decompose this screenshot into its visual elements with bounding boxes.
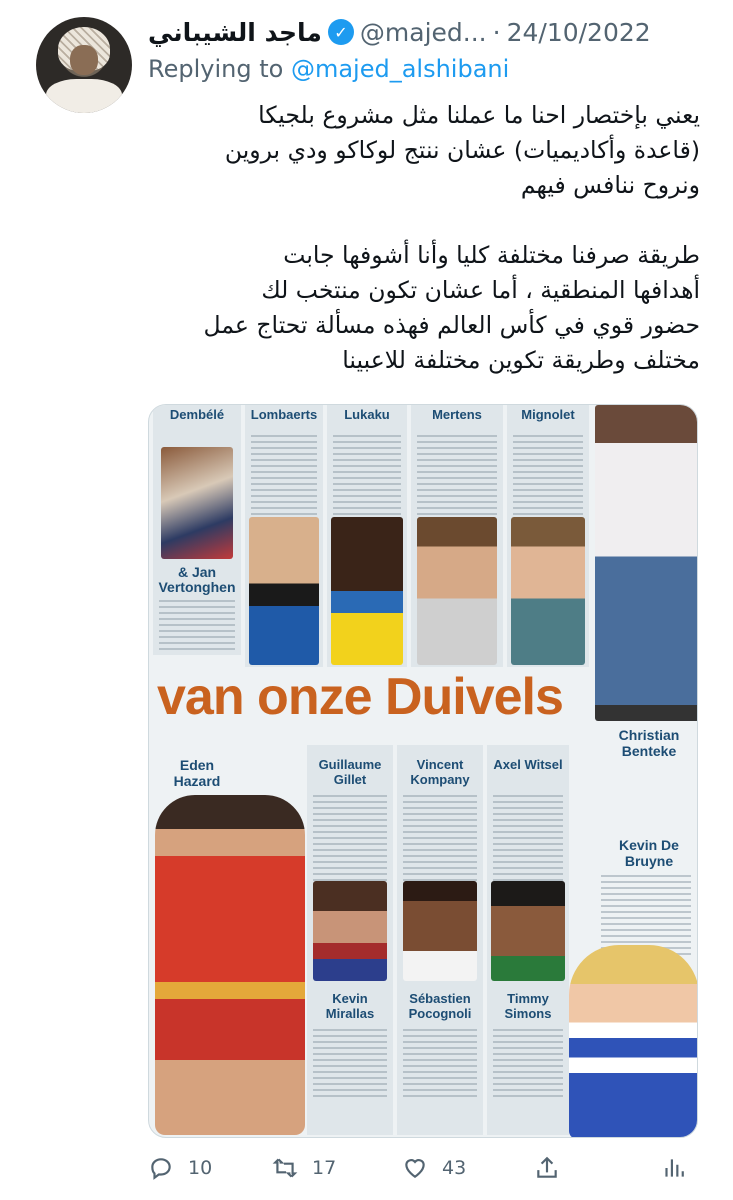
media-player-photo: [403, 881, 477, 981]
like-button[interactable]: [402, 1155, 466, 1181]
media-player-photo: [511, 517, 585, 665]
media-column: [507, 405, 589, 667]
verified-badge-icon: ✓: [328, 19, 354, 45]
tweet-header: [148, 12, 715, 52]
media-player-photo: [313, 881, 387, 981]
media-article-text: [601, 875, 691, 955]
media-article-text: [403, 1029, 477, 1099]
analytics-icon: [660, 1155, 686, 1181]
media-player-name: Lombaerts: [250, 407, 318, 422]
media-article-text: [513, 435, 583, 525]
like-count: 43: [442, 1157, 467, 1179]
media-player-name: Mertens: [432, 407, 482, 422]
reply-count: 10: [188, 1157, 213, 1179]
media-column: [411, 405, 503, 667]
media-column: [153, 405, 241, 655]
paragraph-gap: [148, 203, 700, 238]
media-column: [487, 745, 569, 1135]
media-article-text: [417, 435, 497, 525]
author-avatar[interactable]: [36, 17, 132, 113]
media-headline: van onze Duivels: [157, 668, 563, 726]
media-article-text: [333, 435, 401, 525]
media-article-text: [313, 795, 387, 885]
header-separator: ·: [492, 17, 501, 47]
reply-button[interactable]: [148, 1155, 212, 1181]
media-article-text: [159, 600, 235, 650]
media-player-photo: [161, 447, 233, 559]
media-player-name: Axel Witsel: [493, 757, 563, 772]
share-icon: [534, 1155, 560, 1181]
retweet-button[interactable]: [272, 1155, 336, 1181]
avatar-face: [70, 45, 98, 75]
media-debruyne-photo: [569, 945, 698, 1138]
media-player-name: Sébastien Pocognoli: [408, 991, 472, 1021]
media-player-photo: [331, 517, 403, 665]
tweet-line: يعني بإختصار احنا ما عملنا مثل مشروع بلجيكا: [258, 101, 700, 129]
replying-to-label: Replying to: [148, 55, 284, 83]
media-player-photo: [417, 517, 497, 665]
author-display-name[interactable]: ماجد الشيباني: [148, 17, 322, 47]
media-player-name: Eden Hazard: [173, 757, 221, 789]
media-article-text: [493, 795, 563, 885]
media-column: [245, 405, 323, 667]
media-article-text: [251, 435, 317, 525]
tweet-date[interactable]: 24/10/2022: [506, 17, 651, 47]
tweet-line: ونروح ننافس فيهم: [520, 171, 700, 199]
reply-icon: [148, 1155, 174, 1181]
retweet-count: 17: [312, 1157, 337, 1179]
tweet-media-image[interactable]: [148, 404, 698, 1138]
tweet-line: (قاعدة وأكاديميات) عشان ننتج لوكاكو ودي بروين: [224, 136, 700, 164]
media-article-text: [403, 795, 477, 885]
media-player-name: & Jan Vertonghen: [158, 564, 236, 595]
media-player-photo: [249, 517, 319, 665]
media-column: [327, 405, 407, 667]
tweet-line: حضور قوي في كأس العالم فهذه مسألة تحتاج عمل: [203, 311, 700, 339]
media-player-name: Dembélé: [169, 407, 225, 422]
media-player-name: Christian Benteke: [618, 727, 680, 759]
analytics-button[interactable]: [660, 1155, 686, 1181]
media-player-name: Timmy Simons: [504, 991, 552, 1021]
media-article-text: [313, 1029, 387, 1099]
media-player-name: Kevin Mirallas: [325, 991, 375, 1021]
media-player-name: Lukaku: [344, 407, 390, 422]
tweet-line: أهدافها المنطقية ، أما عشان تكون منتخب لك: [261, 276, 700, 304]
share-button[interactable]: [534, 1155, 560, 1181]
author-handle[interactable]: @majed...: [359, 17, 487, 47]
avatar-robe: [46, 79, 122, 113]
tweet-line: طريقة صرفنا مختلفة كليا وأنا أشوفها جابت: [283, 241, 700, 269]
replying-to-mention[interactable]: @majed_alshibani: [290, 55, 510, 83]
heart-icon: [402, 1155, 428, 1181]
media-column: [307, 745, 393, 1135]
replying-to: [148, 55, 509, 83]
retweet-icon: [272, 1155, 298, 1181]
media-player-name: Mignolet: [521, 407, 575, 422]
media-player-photo: [491, 881, 565, 981]
tweet-text: [148, 98, 700, 378]
media-player-name: Guillaume Gillet: [318, 757, 382, 787]
media-player-name: Vincent Kompany: [410, 757, 470, 787]
media-column: [397, 745, 483, 1135]
tweet-actions: [148, 1148, 697, 1188]
media-player-name: Kevin De Bruyne: [619, 837, 679, 869]
tweet-line: مختلف وطريقة تكوين مختلفة للاعبينا: [342, 346, 700, 374]
media-hazard-photo: [155, 795, 305, 1135]
media-article-text: [493, 1029, 563, 1099]
